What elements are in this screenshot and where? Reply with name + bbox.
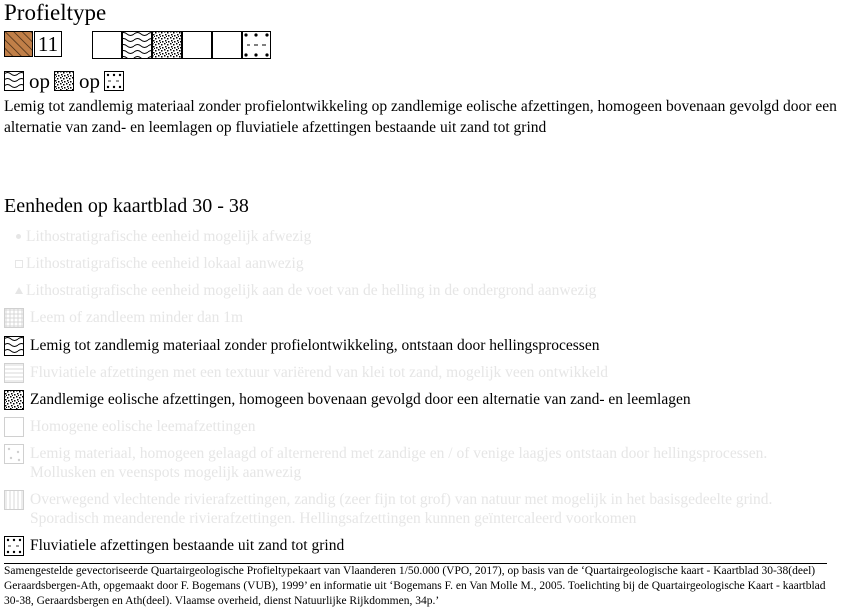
legend-label: Overwegend vlechtende rivierafzettingen, zandig (zeer fijn tot grof) van natuur met mogelijk in het basisgedeelte grind. Sporadisch meanderende rivierafzettingen. Hellingsafzettingen kunnen geïntercaleerd voorkomen xyxy=(30,491,773,527)
triangle-marker-icon xyxy=(4,281,26,300)
sequence-op-label: op xyxy=(29,68,50,93)
dotted-box-icon xyxy=(4,536,24,556)
profile-sequence xyxy=(4,69,124,93)
grid-pattern-icon xyxy=(4,308,24,328)
profile-description: Lemig tot zandlemig materiaal zonder profielontwikkeling op zandlemige eolische afzettingen, homogeen bovenaan gevolgd door een alternatie van zand- en leemlagen op fluviatiele afzettingen bestaande uit zand tot grind xyxy=(4,98,837,136)
legend-label: Zandlemige eolische afzettingen, homogeen bovenaan gevolgd door een alternatie van zand- en leemlagen xyxy=(30,391,691,408)
legend-label: Fluviatiele afzettingen bestaande uit zand tot grind xyxy=(30,537,345,554)
wave-pattern-icon xyxy=(4,71,24,91)
legend-item-fluvial-clay xyxy=(4,363,608,383)
legend-item-fluvial-gravel xyxy=(4,536,344,556)
speckle-pattern-icon xyxy=(54,71,74,91)
dots-pattern-icon xyxy=(4,444,24,464)
legend-label: Homogene eolische leemafzettingen xyxy=(30,418,256,435)
dotted-box-icon xyxy=(104,71,124,91)
legend-item-braided-river xyxy=(4,490,834,528)
legend-item-foot-slope xyxy=(4,281,596,300)
legend-label: Leem of zandleem minder dan 1m xyxy=(30,309,244,326)
empty-box-icon xyxy=(4,417,24,437)
vertical-lines-pattern-icon xyxy=(4,490,24,510)
hatch-swatch-icon xyxy=(4,31,33,57)
legend-label: Lithostratigrafische eenheid lokaal aanwezig xyxy=(26,255,304,272)
legend-label: Fluviatiele afzettingen met een textuur variërend van klei tot zand, mogelijk veen ontwikkeld xyxy=(30,364,609,381)
profile-code: 11 xyxy=(34,31,62,57)
legend-item-layered-loam xyxy=(4,444,834,482)
legend-item-eolian-sand xyxy=(4,390,691,410)
legend-label: Lithostratigrafische eenheid mogelijk aan de voet van de helling in de ondergrond aanwezig xyxy=(26,282,597,299)
profile-column-icon xyxy=(92,31,272,59)
square-marker-icon xyxy=(4,254,26,273)
page-title: Profieltype xyxy=(4,0,107,25)
legend-item-absent xyxy=(4,227,311,246)
wave-pattern-icon xyxy=(4,336,24,356)
legend-label: Lemig materiaal, homogeen gelaagd of alternerend met zandige en / of venige laagjes ontstaan door hellingsprocessen. Mollusken en veenspots mogelijk aanwezig xyxy=(30,445,768,481)
lines-pattern-icon xyxy=(4,363,24,383)
speckle-pattern-icon xyxy=(4,390,24,410)
units-title: Eenheden op kaartblad 30 - 38 xyxy=(4,195,249,217)
legend-item-slope-loam xyxy=(4,336,599,356)
legend-item-loam-thin xyxy=(4,308,243,328)
legend-item-local xyxy=(4,254,304,273)
legend-label: Lithostratigrafische eenheid mogelijk afwezig xyxy=(26,228,312,245)
legend-item-eolian-loam xyxy=(4,417,256,437)
source-footnote: Samengestelde gevectoriseerde Quartairgeologische Profieltypekaart van Vlaanderen 1/50.000 (VPO, 2017), op basis van de ‘Quartairgeologische kaart - Kaartblad 30-38(deel) Geraardsbergen-Ath, opgemaakt door F. Bogemans (VUB), 1999’ en informatie uit ‘Bogemans F. en Van Molle M., 2005. Toelichting bij de Quartairgeologische Kaart - kaartblad 30-38, Geraardsbergen en Ath(deel). Vlaamse overheid, dienst Natuurlijke Rijkdommen, 34p.’ xyxy=(4,565,826,607)
sequence-op-label: op xyxy=(79,68,100,93)
legend-label: Lemig tot zandlemig materiaal zonder profielontwikkeling, ontstaan door hellingsprocessen xyxy=(30,337,600,354)
dot-marker-icon xyxy=(4,227,26,246)
